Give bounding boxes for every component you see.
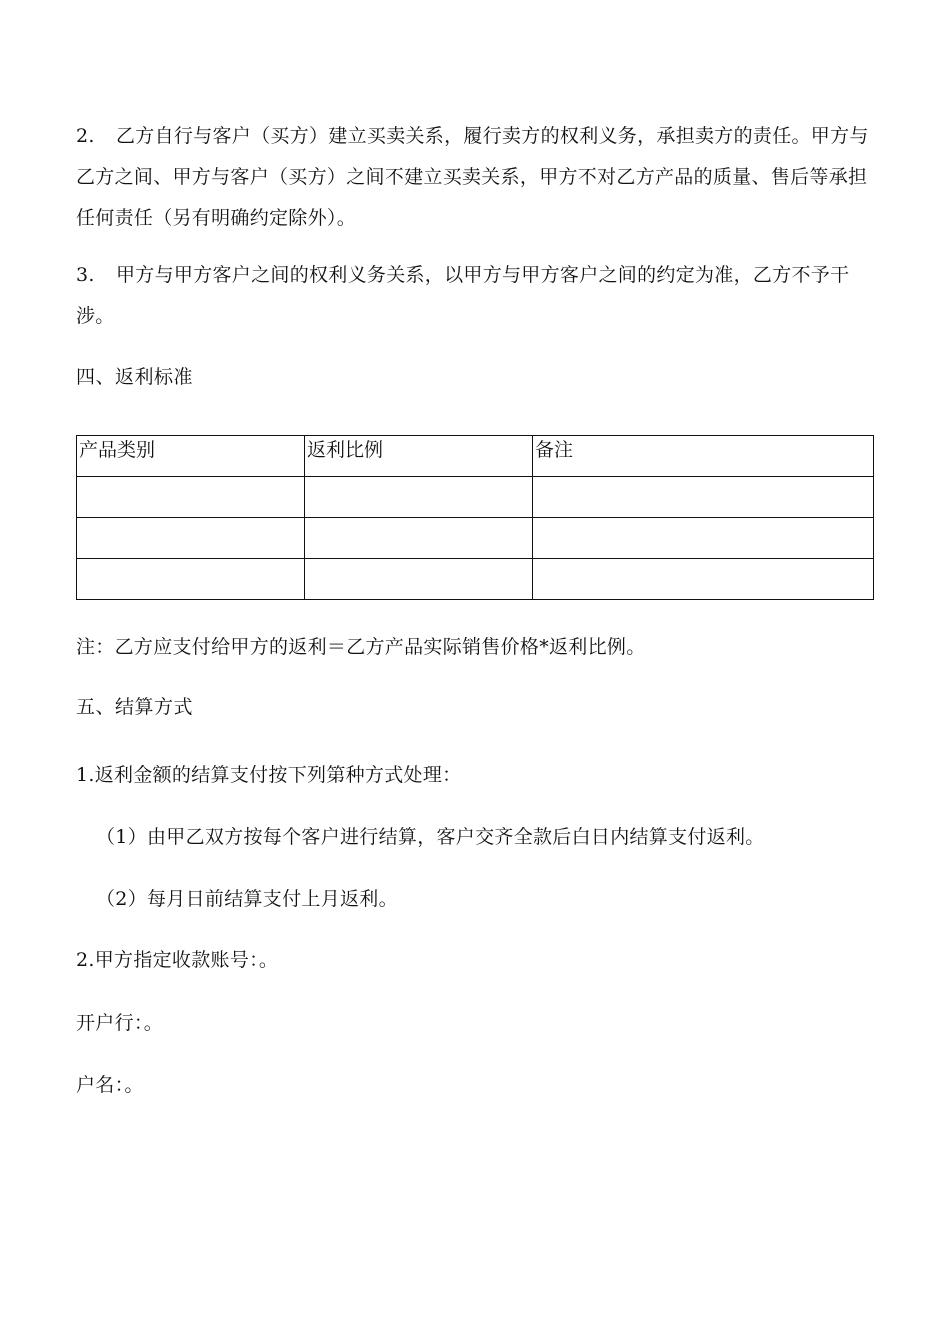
table-cell: [533, 518, 874, 559]
header-rebate-ratio: 返利比例: [305, 436, 533, 477]
clause-number: 2.: [76, 125, 95, 147]
table-row: [77, 477, 874, 518]
rebate-table: [76, 435, 874, 600]
table-cell: [77, 477, 305, 518]
settlement-item-2: 2.甲方指定收款账号：。: [76, 949, 279, 971]
table-cell: [305, 477, 533, 518]
table-cell: [77, 518, 305, 559]
table-cell: [77, 559, 305, 600]
table-header-row: [77, 436, 874, 477]
table-cell: [533, 559, 874, 600]
rebate-note: 注：乙方应支付给甲方的返利＝乙方产品实际销售价格*返利比例。: [76, 636, 646, 658]
table-cell: [305, 518, 533, 559]
table-row: [77, 518, 874, 559]
clause-text: 乙方自行与客户（买方）建立买卖关系，履行卖方的权利义务，承担卖方的责任。甲方与乙方之间、甲方与客户（买方）之间不建立买卖关系，甲方不对乙方产品的质量、售后等承担任何责任（另有明确约定除外）。: [76, 125, 869, 229]
clause-text: 甲方与甲方客户之间的权利义务关系，以甲方与甲方客户之间的约定为准，乙方不予干涉。: [76, 264, 850, 327]
settlement-option-1: （1）由甲乙双方按每个客户进行结算，客户交齐全款后白日内结算支付返利。: [96, 826, 765, 848]
section-4-heading: 四、返利标准: [76, 366, 194, 388]
bank-line: 开户行：。: [76, 1012, 164, 1034]
table-cell: [533, 477, 874, 518]
clause-2: [76, 116, 876, 239]
table-cell: [305, 559, 533, 600]
table-row: [77, 559, 874, 600]
clause-3: [76, 255, 876, 337]
settlement-option-2: （2）每月日前结算支付上月返利。: [96, 888, 398, 910]
settlement-item-1: 1.返利金额的结算支付按下列第种方式处理：: [76, 764, 462, 786]
header-remarks: 备注: [533, 436, 874, 477]
clause-number: 3.: [76, 264, 95, 286]
section-5-heading: 五、结算方式: [76, 696, 194, 718]
account-name-line: 户名：。: [76, 1074, 144, 1096]
header-product-category: 产品类别: [77, 436, 305, 477]
